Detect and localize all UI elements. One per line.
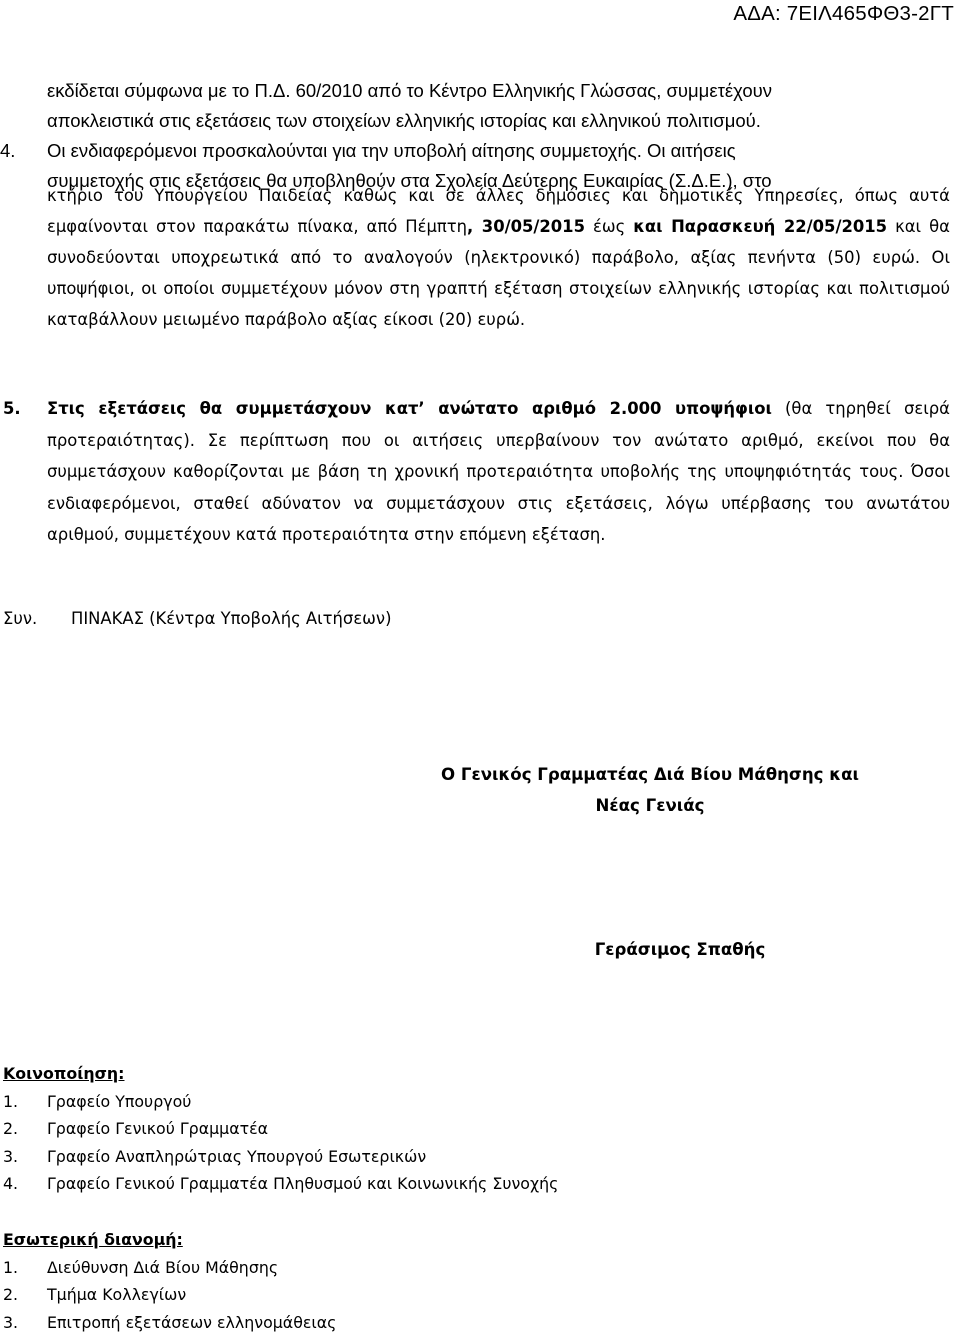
notification-section (3, 1060, 558, 1198)
intro-block (0, 76, 917, 196)
signer-name: Γεράσιμος Σπαθής (594, 940, 766, 959)
item4-date-start: , 30/05/2015 (467, 217, 585, 236)
list-item (3, 1309, 336, 1336)
item5-rest-text: (θα τηρηθεί σειρά προτεραιότητας). Σε περίπτωση που οι αιτήσεις υπερβαίνουν τον ανώτατο αριθμό, εκείνοι που θα συμμετάσχουν καθορίζονται με βάση τη χρονική προτεραιότητα υποβολής της υποψηφιότητάς τους. Όσοι ενδιαφερόμενοι, σταθεί αδύνατον να συμμετάσχουν στις εξετάσεις, λόγω υπέρβασης του ανωτάτου αριθμού, συμμετέχουν κατά προτεραιότητα στην επόμενη εξέταση. (47, 399, 950, 544)
list-item (3, 1281, 336, 1309)
list-item-number: 4. (3, 1174, 19, 1194)
list-item-text: Επιτροπή εξετάσεων ελληνομάθειας (47, 1312, 337, 1332)
list-item (3, 1088, 558, 1116)
list-item (3, 1254, 336, 1282)
list-item-number: 3. (3, 1312, 19, 1332)
attachment-line (3, 606, 391, 632)
item4-number: 4. (0, 140, 16, 161)
item5-block (3, 393, 950, 551)
item4-line-2: συμμετοχής στις εξετάσεις θα υποβληθούν στα Σχολεία Δεύτερης Ευκαιρίας (Σ.Δ.Ε.), στο (47, 170, 772, 191)
item4-first-line (0, 136, 917, 166)
item5-paragraph (47, 393, 950, 551)
list-item-number: 2. (3, 1285, 19, 1305)
item4-line-1: Οι ενδιαφερόμενοι προσκαλούνται για την υποβολή αίτησης συμμετοχής. Οι αιτήσεις (47, 140, 736, 161)
signer-title (380, 759, 920, 821)
internal-distribution-heading: Εσωτερική διανομή: (3, 1230, 183, 1249)
list-item-text: Γραφείο Αναπληρώτριας Υπουργού Εσωτερικών (47, 1146, 427, 1166)
list-item-number: 1. (3, 1257, 19, 1277)
list-item-text: Γραφείο Γενικού Γραμματέα (47, 1119, 269, 1139)
internal-distribution-list (3, 1254, 336, 1336)
list-item-text: Γραφείο Υπουργού (47, 1091, 192, 1111)
list-item-text: Διεύθυνση Διά Βίου Μάθησης (47, 1257, 279, 1277)
item4-part-c: και θα συνοδεύονται υποχρεωτικά από το αναλογούν (ηλεκτρονικό) παράβολο, αξίας πενήντα (50) ευρώ. Οι υποψήφιοι, οι οποίοι συμμετέχουν μόνον στη γραπτή εξέταση στοιχείων ελληνικής ιστορίας και πολιτισμού καταβάλλουν μειωμένο παράβολο αξίας είκοσι (20) ευρώ. (47, 217, 950, 329)
attachment-label: Συν. (3, 609, 38, 628)
internal-distribution-section (3, 1226, 336, 1336)
intro-line-2: αποκλειστικά στις εξετάσεις των στοιχείων ελληνικής ιστορίας και ελληνικού πολιτισμού. (47, 110, 761, 131)
item4-part-a: κτήριο του Υπουργείου Παιδείας καθώς και σε άλλες δημόσιες και δημοτικές Υπηρεσίες, όπως αυτά εμφαίνονται στον παρακάτω πίνακα, από Πέμπτη (47, 186, 950, 236)
notification-heading: Κοινοποίηση: (3, 1064, 125, 1083)
item4-part-b: έως (585, 217, 634, 236)
signer-title-line-1: Ο Γενικός Γραμματέας Διά Βίου Μάθησης και (441, 765, 859, 784)
signer-title-line-2: Νέας Γενιάς (595, 796, 705, 815)
intro-line-1: εκδίδεται σύμφωνα με το Π.Δ. 60/2010 από το Κέντρο Ελληνικής Γλώσσας, συμμετέχουν (47, 80, 773, 101)
item4-body (47, 180, 950, 335)
list-item-number: 1. (3, 1091, 19, 1111)
item4-paragraph (47, 180, 950, 335)
item5-bold-text: Στις εξετάσεις θα συμμετάσχουν κατ’ ανώτατο αριθμό 2.000 υποψήφιοι (47, 399, 772, 418)
ada-code: ΑΔΑ: 7ΕΙΛ465ΦΘ3-2ΓΤ (733, 2, 954, 25)
list-item (3, 1143, 558, 1171)
list-item-text: Τμήμα Κολλεγίων (47, 1285, 187, 1305)
notification-list (3, 1088, 558, 1198)
list-item-number: 3. (3, 1146, 19, 1166)
list-item (3, 1115, 558, 1143)
attachment-text: ΠΙΝΑΚΑΣ (Κέντρα Υποβολής Αιτήσεων) (71, 609, 392, 628)
list-item (3, 1170, 558, 1198)
item5-number: 5. (3, 399, 21, 418)
item4-date-end: και Παρασκευή 22/05/2015 (633, 217, 888, 236)
list-item-number: 2. (3, 1119, 19, 1139)
list-item-text: Γραφείο Γενικού Γραμματέα Πληθυσμού και Κοινωνικής Συνοχής (47, 1174, 559, 1194)
